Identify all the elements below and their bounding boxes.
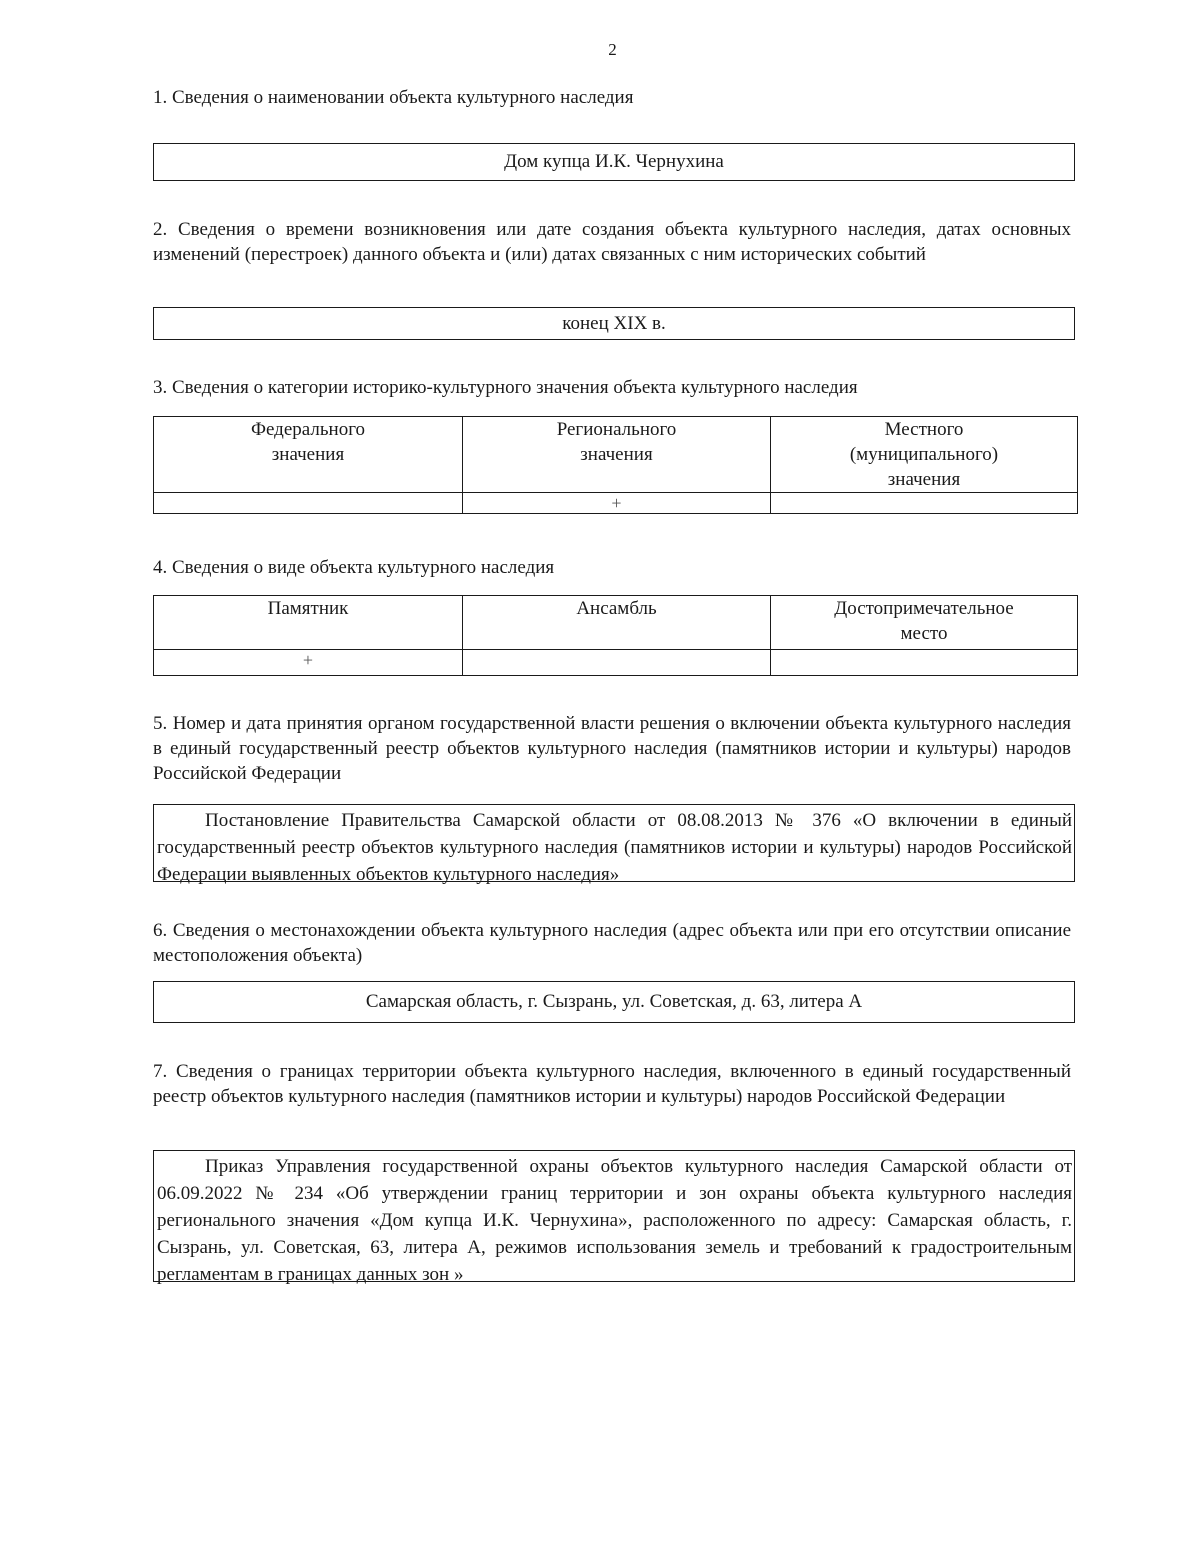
- section-6-heading: 6. Сведения о местонахождении объекта культурного наследия (адрес объекта или при его отсутствии описание местоположения объекта): [153, 920, 1071, 966]
- mark-ensemble: [463, 650, 771, 676]
- col-label: (муниципального): [849, 444, 999, 465]
- col-landmark: [771, 596, 1078, 650]
- registry-decision-box: [153, 804, 1075, 885]
- section-3-heading: 3. Сведения о категории историко-культурного значения объекта культурного наследия: [153, 377, 858, 398]
- location-box: [153, 981, 1075, 1023]
- col-ensemble: [463, 596, 771, 650]
- col-label: значения: [271, 444, 345, 465]
- mark-regional: +: [463, 493, 771, 514]
- table-row: [154, 493, 1078, 514]
- mark-local: [771, 493, 1078, 514]
- col-label: Ансамбль: [576, 598, 657, 619]
- col-label: Достопримечательное: [834, 598, 1014, 619]
- section-2-heading: 2. Сведения о времени возникновения или дате создания объекта культурного наследия, датах основных изменений (перестроек) данного объекта и (или) датах связанных с ним исторических событий: [153, 219, 1071, 265]
- section-7-heading: 7. Сведения о границах территории объекта культурного наследия, включенного в единый государственный реестр объектов культурного наследия (памятников истории и культуры) народов Российской Федерации: [153, 1061, 1071, 1107]
- significance-category-table: [153, 416, 1078, 514]
- territory-boundaries-value: Приказ Управления государственной охраны объектов культурного наследия Самарской области от 06.09.2022 № 234 «Об утверждении границ территории и зон охраны объекта культурного наследия регионального значения «Дом купца И.К. Чернухина», расположенного по адресу: Самарская область, г. Сызрань, ул. Советская, 63, литера А, режимов использования земель и требований к градостроительным регламентам в границах данных зон »: [157, 1156, 1072, 1285]
- mark-landmark: [771, 650, 1078, 676]
- creation-date-value: конец XIX в.: [562, 312, 666, 334]
- col-federal: [154, 417, 463, 493]
- table-header-row: [154, 417, 1078, 493]
- col-regional: [463, 417, 771, 493]
- col-local: [771, 417, 1078, 493]
- col-label: значения: [887, 469, 961, 490]
- col-label: значения: [580, 444, 653, 465]
- location-value: Самарская область, г. Сызрань, ул. Советская, д. 63, литера А: [365, 991, 863, 1012]
- col-label: Памятник: [267, 598, 349, 619]
- col-label: Федерального: [250, 419, 366, 440]
- section-1-heading: 1. Сведения о наименовании объекта культурного наследия: [153, 87, 634, 108]
- object-name-value: Дом купца И.К. Чернухина: [504, 151, 724, 172]
- table-row: [154, 650, 1078, 676]
- page-number: 2: [608, 40, 617, 59]
- object-name-box: [153, 143, 1075, 181]
- mark-federal: [154, 493, 463, 514]
- col-label: Регионального: [556, 419, 677, 440]
- section-5-heading: 5. Номер и дата принятия органом государственной власти решения о включении объекта культурного наследия в единый государственный реестр объектов культурного наследия (памятников истории и культуры) народов Российской Федерации: [153, 713, 1071, 784]
- creation-date-box: [153, 307, 1075, 340]
- registry-decision-value: Постановление Правительства Самарской области от 08.08.2013 № 376 «О включении в единый государственный реестр объектов культурного наследия (памятников истории и культуры) народов Российской Федерации выявленных объектов культурного наследия»: [157, 810, 1072, 885]
- col-monument: [154, 596, 463, 650]
- col-label: Местного: [884, 419, 964, 440]
- mark-monument: +: [154, 650, 463, 676]
- table-header-row: [154, 596, 1078, 650]
- object-type-table: [153, 595, 1078, 676]
- col-label: место: [900, 623, 948, 644]
- section-4-heading: 4. Сведения о виде объекта культурного наследия: [153, 557, 555, 578]
- territory-boundaries-box: [153, 1150, 1075, 1285]
